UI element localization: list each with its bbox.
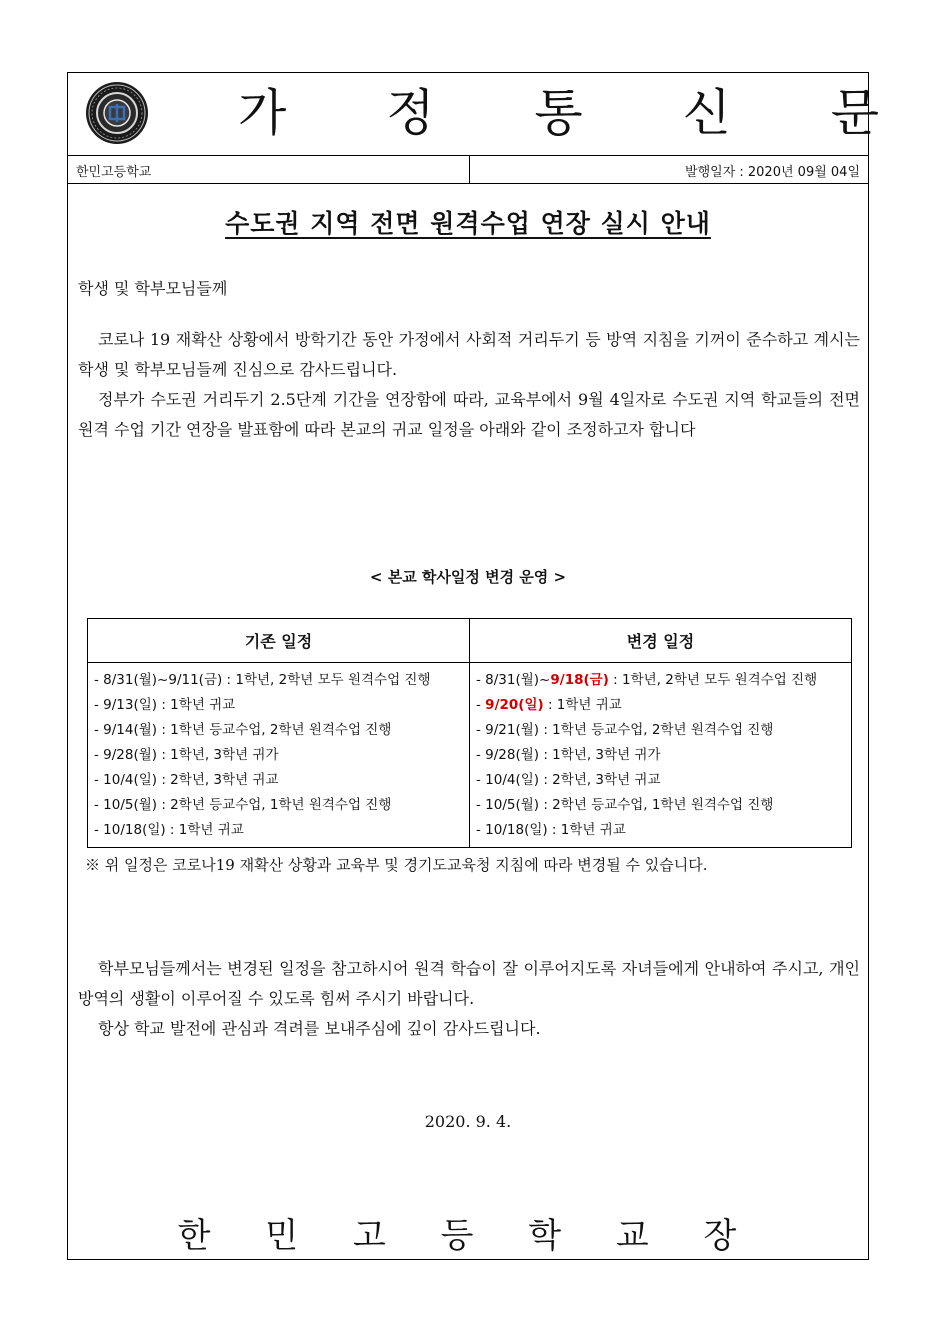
schedule-line	[476, 668, 845, 693]
schedule-line	[476, 693, 845, 718]
table-caption: < 본교 학사일정 변경 운영 >	[369, 568, 567, 586]
line-suffix: : 1학년, 2학년 모두 원격수업 진행	[608, 672, 818, 688]
schedule-line: - 8/31(월)~9/11(금) : 1학년, 2학년 모두 원격수업 진행	[94, 672, 431, 688]
info-divider	[469, 156, 470, 183]
schedule-line: - 9/21(월) : 1학년 등교수업, 2학년 원격수업 진행	[476, 722, 774, 738]
changed-schedule-cell	[470, 663, 852, 848]
principal-signature: 한 민 고 등 학 교 장	[177, 1216, 759, 1256]
schedule-line: - 10/4(일) : 2학년, 3학년 귀교	[476, 772, 661, 788]
paragraph-3: 학부모님들께서는 변경된 일정을 참고하시어 원격 학습이 잘 이루어지도록 자녀들에게 안내하여 주시고, 개인 방역의 생활이 이루어질 수 있도록 힘써 주시기 바랍니다.	[78, 959, 860, 1008]
line-prefix: -	[476, 697, 486, 713]
column-original-header: 기존 일정	[88, 619, 470, 663]
changed-date-highlight: 9/18(금)	[550, 672, 609, 688]
school-name: 한민고등학교	[76, 165, 152, 180]
schedule-line: - 10/5(월) : 2학년 등교수업, 1학년 원격수업 진행	[476, 797, 774, 813]
schedule-line: - 9/28(월) : 1학년, 3학년 귀가	[94, 747, 279, 763]
schedule-line: - 9/13(일) : 1학년 귀교	[94, 697, 236, 713]
notice-title: 수도권 지역 전면 원격수업 연장 실시 안내	[225, 209, 711, 238]
paragraph-4: 항상 학교 발전에 관심과 격려를 보내주심에 깊이 감사드립니다.	[98, 1019, 541, 1038]
greeting: 학생 및 학부모님들께	[78, 279, 228, 298]
schedule-body-row	[88, 663, 852, 848]
line-prefix: - 8/31(월)~	[476, 672, 551, 688]
schedule-table	[87, 618, 852, 848]
document-title: 가 정 통 신 문	[238, 84, 922, 142]
signature-date: 2020. 9. 4.	[424, 1112, 512, 1131]
schedule-header-row	[88, 619, 852, 663]
schedule-line: - 9/28(월) : 1학년, 3학년 귀가	[476, 747, 661, 763]
changed-date-highlight: 9/20(일)	[485, 697, 544, 713]
paragraph-1: 코로나 19 재확산 상황에서 방학기간 동안 가정에서 사회적 거리두기 등 방역 지침을 기꺼이 준수하고 계시는 학생 및 학부모님들께 진심으로 감사드립니다.	[78, 330, 860, 379]
original-schedule-cell	[88, 663, 470, 848]
schedule-line: - 10/18(일) : 1학년 귀교	[476, 822, 626, 838]
schedule-line: - 9/14(월) : 1학년 등교수업, 2학년 원격수업 진행	[94, 722, 392, 738]
info-row	[68, 155, 868, 184]
column-changed-header: 변경 일정	[470, 619, 852, 663]
letter-frame	[67, 72, 922, 1260]
publish-date: 발행일자 : 2020년 09월 04일	[685, 165, 860, 180]
schedule-line: - 10/5(월) : 2학년 등교수업, 1학년 원격수업 진행	[94, 797, 392, 813]
schedule-note: ※ 위 일정은 코로나19 재확산 상황과 교육부 및 경기도교육청 지침에 따라 변경될 수 있습니다.	[85, 856, 708, 874]
school-emblem-icon	[85, 81, 149, 145]
schedule-line: - 10/18(일) : 1학년 귀교	[94, 822, 244, 838]
schedule-line: - 10/4(일) : 2학년, 3학년 귀교	[94, 772, 279, 788]
paragraph-2: 정부가 수도권 거리두기 2.5단계 기간을 연장함에 따라, 교육부에서 9월 4일자로 수도권 지역 학교들의 전면 원격 수업 기간 연장을 발표함에 따라 본교의 귀교 일정을 아래와 같이 조정하고자 합니다	[78, 390, 860, 439]
header-row	[68, 73, 922, 155]
line-suffix: : 1학년 귀교	[543, 697, 622, 713]
